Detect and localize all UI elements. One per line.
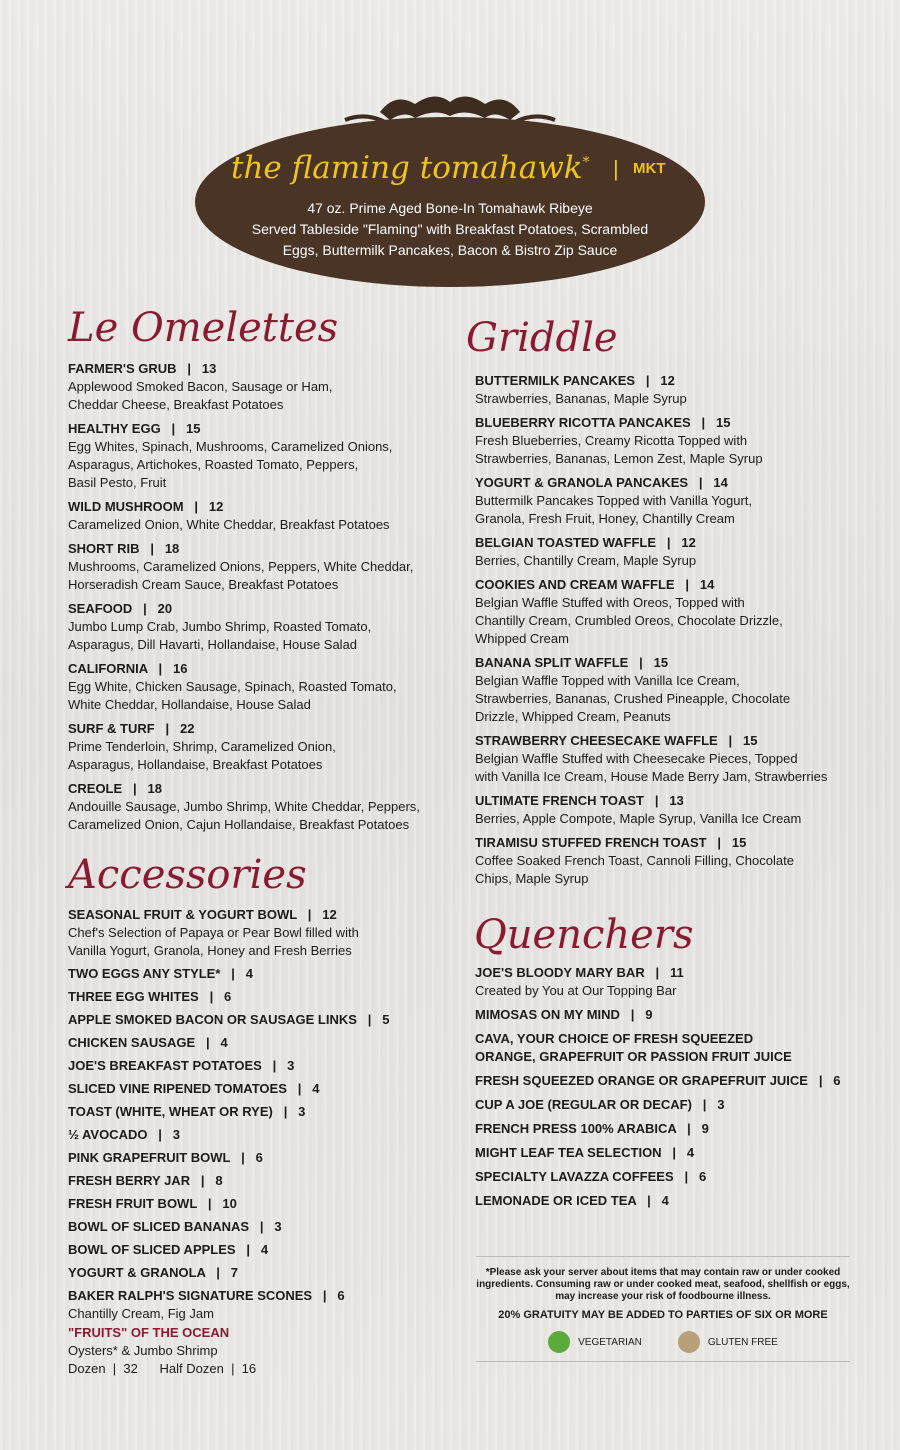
menu-item-title: YOGURT & GRANOLA [68,1265,206,1280]
menu-item-title: THREE EGG WHITES [68,989,199,1004]
menu-item [68,1011,448,1029]
menu-item-name: FRESH FRUIT BOWL | 10 [68,1196,237,1211]
menu-item-name [475,1030,855,1048]
menu-item-title: FRESH BERRY JAR [68,1173,191,1188]
menu-item-price: 3 [298,1104,306,1119]
menu-item-desc: Horseradish Cream Sauce, Breakfast Potatoes [68,577,339,592]
menu-item [68,660,448,714]
hero-price: MKT [633,160,666,177]
menu-item [475,1168,855,1186]
menu-item-title: CREOLE [68,781,123,796]
menu-item-desc: Caramelized Onion, Cajun Hollandaise, Breakfast Potatoes [68,817,410,832]
menu-item [68,360,448,414]
menu-item-price: 15 [743,733,758,748]
menu-item-title: MIMOSAS ON MY MIND [475,1007,620,1022]
hero-banner [195,92,705,292]
menu-item [475,1192,855,1210]
menu-item-price: 12 [660,373,675,388]
omelettes-list [68,360,448,840]
menu-item-desc: Vanilla Yogurt, Granola, Honey and Fresh Berries [68,943,352,958]
omelettes-title: Le Omelettes [68,305,339,351]
menu-item-price: 6 [833,1073,841,1088]
menu-item-desc: Chips, Maple Syrup [475,871,589,886]
menu-item [68,1172,448,1190]
menu-item-price: 12 [681,535,696,550]
menu-item-desc: Asparagus, Hollandaise, Breakfast Potatoes [68,757,323,772]
menu-item-title: CAVA, YOUR CHOICE OF FRESH SQUEEZED [475,1031,754,1046]
menu-item-desc: Caramelized Onion, White Cheddar, Breakfast Potatoes [68,517,390,532]
menu-item-price: 3 [172,1127,181,1142]
menu-item-price: 9 [701,1121,709,1136]
menu-item-price: 16 [173,661,188,676]
menu-item-desc: Fresh Blueberries, Creamy Ricotta Topped with [475,433,748,448]
menu-item [68,780,448,834]
menu-item-name: STRAWBERRY CHEESECAKE WAFFLE | 15 [475,733,758,748]
menu-item-name: COOKIES AND CREAM WAFFLE | 14 [475,577,715,592]
menu-item [475,654,855,726]
menu-item-price: 7 [230,1265,239,1280]
menu-item-title: SLICED VINE RIPENED TOMATOES [68,1081,287,1096]
menu-item [475,414,855,468]
menu-item-title: TOAST (WHITE, WHEAT OR RYE) [68,1104,273,1119]
gratuity-text: 20% GRATUITY MAY BE ADDED TO PARTIES OF SIX OR MORE [498,1309,828,1321]
menu-item [68,906,448,960]
notes-box [476,1256,850,1362]
menu-item-desc: Chantilly Cream, Fig Jam [68,1306,214,1321]
menu-item-price: 9 [645,1007,653,1022]
menu-item-desc: Andouille Sausage, Jumbo Shrimp, White Cheddar, Peppers, [68,799,420,814]
menu-item-title: STRAWBERRY CHEESECAKE WAFFLE [475,733,718,748]
menu-item-name: FRESH SQUEEZED ORANGE OR GRAPEFRUIT JUICE | 6 [475,1073,841,1088]
menu-item-price: 15 [731,835,747,850]
menu-item [475,1072,855,1090]
menu-item-name: SPECIALTY LAVAZZA COFFEES | 6 [475,1169,707,1184]
menu-item-title: BOWL OF SLICED APPLES [68,1242,236,1257]
menu-item-desc: Egg White, Chicken Sausage, Spinach, Roasted Tomato, [68,679,397,694]
menu-item-desc: Berries, Chantilly Cream, Maple Syrup [475,553,697,568]
menu-item-name: BELGIAN TOASTED WAFFLE | 12 [475,535,696,550]
menu-item-title: TWO EGGS ANY STYLE* [68,966,221,981]
menu-item-title: CUP A JOE (REGULAR OR DECAF) [475,1097,692,1112]
menu-item-name: ½ AVOCADO | 3 [68,1127,181,1142]
diet-legend [476,1331,850,1353]
menu-item-name: BANANA SPLIT WAFFLE | 15 [475,655,669,670]
menu-item [68,420,448,492]
menu-item-price: 4 [686,1145,695,1160]
menu-item [68,1149,448,1167]
menu-item-name: LEMONADE OR ICED TEA | 4 [475,1193,669,1208]
griddle-list [475,372,855,894]
menu-item-title: FRENCH PRESS 100% ARABICA [475,1121,677,1136]
menu-item-price: 8 [215,1173,223,1188]
menu-item-desc: White Cheddar, Hollandaise, House Salad [68,697,311,712]
menu-item-name: TIRAMISU STUFFED FRENCH TOAST | 15 [475,835,747,850]
menu-item-name: CREOLE | 18 [68,781,162,796]
menu-item-name: PINK GRAPEFRUIT BOWL | 6 [68,1150,263,1165]
menu-item-title: COOKIES AND CREAM WAFFLE [475,577,675,592]
menu-item-name: TOAST (WHITE, WHEAT OR RYE) | 3 [68,1104,306,1119]
menu-item-price: 15 [716,415,731,430]
menu-item [475,372,855,408]
menu-item-price: 18 [147,781,162,796]
menu-item [475,534,855,570]
menu-item [475,474,855,528]
menu-item-title: BELGIAN TOASTED WAFFLE [475,535,657,550]
menu-item-name: BUTTERMILK PANCAKES | 12 [475,373,675,388]
menu-item-name: WILD MUSHROOM | 12 [68,499,224,514]
menu-item-name-cont: ORANGE, GRAPEFRUIT OR PASSION FRUIT JUICE [475,1049,792,1064]
menu-item-name: THREE EGG WHITES | 6 [68,989,232,1004]
menu-item-title: CHICKEN SAUSAGE [68,1035,196,1050]
menu-item-desc: Granola, Fresh Fruit, Honey, Chantilly Cream [475,511,735,526]
menu-item-title: JOE'S BLOODY MARY BAR [475,965,645,980]
menu-item-title: CALIFORNIA [68,661,148,676]
menu-item-name: BOWL OF SLICED BANANAS | 3 [68,1219,282,1234]
menu-item [475,792,855,828]
menu-item-desc: Berries, Apple Compote, Maple Syrup, Vanilla Ice Cream [475,811,802,826]
menu-item-title: BUTTERMILK PANCAKES [475,373,636,388]
menu-item-desc: Belgian Waffle Stuffed with Cheesecake Pieces, Topped [475,751,798,766]
menu-item-name: JOE'S BREAKFAST POTATOES | 3 [68,1058,295,1073]
menu-item-price: 20 [157,601,173,616]
menu-item-price: 14 [699,577,715,592]
menu-item-title: BANANA SPLIT WAFFLE [475,655,629,670]
menu-item-title: BOWL OF SLICED BANANAS [68,1219,250,1234]
menu-item [68,1126,448,1144]
menu-item [68,1264,448,1282]
menu-item [475,1120,855,1138]
menu-item-price: 6 [337,1288,345,1303]
menu-item-desc: with Vanilla Ice Cream, House Made Berry Jam, Strawberries [475,769,828,784]
menu-item-name: SEAFOOD | 20 [68,601,173,616]
menu-item-price: 15 [653,655,669,670]
menu-item [68,1195,448,1213]
menu-item-price: 13 [201,361,217,376]
accessories-list [68,906,448,1328]
leaf-icon [548,1331,570,1353]
menu-item-desc: Strawberries, Bananas, Maple Syrup [475,391,687,406]
menu-item-price: 4 [312,1081,320,1096]
menu-item-desc: Buttermilk Pancakes Topped with Vanilla Yogurt, [475,493,753,508]
menu-item-price: 3 [274,1219,282,1234]
menu-item [68,1218,448,1236]
menu-item-name: YOGURT & GRANOLA PANCAKES | 14 [475,475,728,490]
menu-item-price: 3 [717,1097,725,1112]
menu-item-price: 4 [260,1242,269,1257]
hero-title: the flaming tomahawk* [231,150,590,186]
menu-item-title: BLUEBERRY RICOTTA PANCAKES [475,415,691,430]
menu-item [475,1144,855,1162]
menu-item-desc: Jumbo Lump Crab, Jumbo Shrimp, Roasted Tomato, [68,619,372,634]
menu-item-title: JOE'S BREAKFAST POTATOES [68,1058,262,1073]
menu-item-title: SHORT RIB [68,541,140,556]
gluten-free-legend [678,1331,778,1353]
menu-item [68,498,448,534]
menu-item-price: 3 [287,1058,295,1073]
menu-item-name: JOE'S BLOODY MARY BAR | 11 [475,965,684,980]
menu-item-name: BAKER RALPH'S SIGNATURE SCONES | 6 [68,1288,345,1303]
menu-item-desc: Asparagus, Artichokes, Roasted Tomato, Peppers, [68,457,359,472]
menu-item-name: APPLE SMOKED BACON OR SAUSAGE LINKS | 5 [68,1012,390,1027]
griddle-title: Griddle [466,315,618,361]
menu-item [475,1006,855,1024]
menu-item [68,1034,448,1052]
vegetarian-label: VEGETARIAN [578,1336,642,1348]
menu-item-title: SEAFOOD [68,601,133,616]
menu-item-price: 14 [713,475,728,490]
menu-item-price: 4 [661,1193,669,1208]
menu-item-desc: Applewood Smoked Bacon, Sausage or Ham, [68,379,333,394]
menu-item-name: CUP A JOE (REGULAR OR DECAF) | 3 [475,1097,725,1112]
menu-item-price: 4 [220,1035,228,1050]
menu-item [68,1241,448,1259]
menu-item-desc: Belgian Waffle Stuffed with Oreos, Topped with [475,595,745,610]
hero-description: 47 oz. Prime Aged Bone-In Tomahawk Ribeye Served Tableside "Flaming" with Breakfast Potatoes, Scrambled Eggs, Buttermilk Pancakes, Bacon & Bistro Zip Sauce [251,200,649,258]
menu-item-name: SHORT RIB | 18 [68,541,180,556]
menu-item-title: SPECIALTY LAVAZZA COFFEES [475,1169,674,1184]
ocean-desc: Oysters* & Jumbo Shrimp [68,1343,218,1358]
menu-item-name: BLUEBERRY RICOTTA PANCAKES | 15 [475,415,731,430]
menu-item [68,600,448,654]
wheat-icon [678,1331,700,1353]
menu-item-name: MIMOSAS ON MY MIND | 9 [475,1007,653,1022]
menu-item-price: 6 [255,1150,263,1165]
menu-item-desc: Prime Tenderloin, Shrimp, Caramelized Onion, [68,739,336,754]
menu-item-desc: Whipped Cream [475,631,569,646]
vegetarian-legend [548,1331,642,1353]
menu-item-name: SLICED VINE RIPENED TOMATOES | 4 [68,1081,320,1096]
menu-item-title: SURF & TURF [68,721,155,736]
menu-item [68,1057,448,1075]
menu-item-name: YOGURT & GRANOLA | 7 [68,1265,239,1280]
menu-item [68,540,448,594]
menu-item-desc: Created by You at Our Topping Bar [475,983,677,998]
menu-item-price: 10 [222,1196,237,1211]
menu-item [68,988,448,1006]
menu-item-title: BAKER RALPH'S SIGNATURE SCONES [68,1288,313,1303]
menu-item-title: MIGHT LEAF TEA SELECTION [475,1145,662,1160]
menu-item-name: MIGHT LEAF TEA SELECTION | 4 [475,1145,695,1160]
menu-item-price: 12 [322,907,337,922]
menu-item-name: TWO EGGS ANY STYLE* | 4 [68,966,253,981]
menu-item-desc: Basil Pesto, Fruit [68,475,167,490]
menu-item-desc: Cheddar Cheese, Breakfast Potatoes [68,397,284,412]
menu-item-title: WILD MUSHROOM [68,499,184,514]
menu-item-title: YOGURT & GRANOLA PANCAKES [475,475,689,490]
menu-item-name: FRESH BERRY JAR | 8 [68,1173,223,1188]
menu-item [475,576,855,648]
menu-item-desc: Egg Whites, Spinach, Mushrooms, Caramelized Onions, [68,439,393,454]
disclaimer-text: *Please ask your server about items that may contain raw or under cooked ingredients. Consuming raw or under cooked meat, seafood, shellfish or eggs, may increase your risk of foodbourne illness. [476,1267,850,1302]
menu-item-title: HEALTHY EGG [68,421,161,436]
menu-item-price: 11 [670,965,684,980]
menu-item-title: LEMONADE OR ICED TEA [475,1193,637,1208]
menu-item-title: TIRAMISU STUFFED FRENCH TOAST [475,835,707,850]
menu-item-price: 22 [179,721,195,736]
menu-item-price: 6 [698,1169,707,1184]
menu-item [475,834,855,888]
menu-item-desc: Strawberries, Bananas, Crushed Pineapple, Chocolate [475,691,791,706]
menu-item [68,1287,448,1323]
ocean-block [68,1324,256,1378]
accessories-title: Accessories [68,852,307,898]
menu-item-price: 18 [164,541,180,556]
menu-item-name: ULTIMATE FRENCH TOAST | 13 [475,793,684,808]
menu-item-name: BOWL OF SLICED APPLES | 4 [68,1242,269,1257]
menu-item [68,720,448,774]
menu-item [68,1080,448,1098]
menu-item-name: FRENCH PRESS 100% ARABICA | 9 [475,1121,709,1136]
menu-item-title: APPLE SMOKED BACON OR SAUSAGE LINKS [68,1012,357,1027]
menu-item [475,964,855,1000]
hero-oval-graphic [195,92,705,292]
menu-item [475,1030,855,1066]
menu-item-desc: Chantilly Cream, Crumbled Oreos, Chocolate Drizzle, [475,613,783,628]
menu-item-title: ½ AVOCADO [68,1127,148,1142]
menu-item-desc: Drizzle, Whipped Cream, Peanuts [475,709,671,724]
ocean-title: "FRUITS" OF THE OCEAN [68,1325,230,1340]
menu-item [68,965,448,983]
hero-separator: | [613,156,619,181]
menu-item-title: SEASONAL FRUIT & YOGURT BOWL [68,907,297,922]
quenchers-title: Quenchers [474,912,694,958]
menu-item-desc: Strawberries, Bananas, Lemon Zest, Maple Syrup [475,451,763,466]
menu-item-title: ULTIMATE FRENCH TOAST [475,793,644,808]
menu-item-price: 12 [208,499,224,514]
menu-item-title: FARMER'S GRUB [68,361,177,376]
menu-item-name: CHICKEN SAUSAGE | 4 [68,1035,228,1050]
menu-item [68,1103,448,1121]
menu-item-name: CALIFORNIA | 16 [68,661,188,676]
menu-item-desc: Belgian Waffle Topped with Vanilla Ice Cream, [475,673,740,688]
menu-item-name: FARMER'S GRUB | 13 [68,361,217,376]
menu-item-name: HEALTHY EGG | 15 [68,421,201,436]
menu-item-desc: Asparagus, Dill Havarti, Hollandaise, House Salad [68,637,358,652]
menu-item-desc: Mushrooms, Caramelized Onions, Peppers, White Cheddar, [68,559,414,574]
quenchers-list [475,964,855,1216]
menu-item-title: PINK GRAPEFRUIT BOWL [68,1150,231,1165]
ocean-prices: Dozen | 32 Half Dozen | 16 [68,1361,257,1376]
menu-item [475,732,855,786]
menu-item-price: 13 [669,793,684,808]
menu-item-price: 6 [224,989,232,1004]
menu-item-name: SEASONAL FRUIT & YOGURT BOWL | 12 [68,907,337,922]
menu-item-title: FRESH SQUEEZED ORANGE OR GRAPEFRUIT JUICE [475,1073,808,1088]
menu-item [475,1096,855,1114]
menu-item-price: 5 [382,1012,390,1027]
menu-item-desc: Coffee Soaked French Toast, Cannoli Filling, Chocolate [475,853,794,868]
menu-item-desc: Chef's Selection of Papaya or Pear Bowl filled with [68,925,359,940]
gluten-free-label: GLUTEN FREE [707,1336,778,1348]
menu-item-name: SURF & TURF | 22 [68,721,195,736]
menu-item-price: 15 [186,421,201,436]
menu-item-price: 4 [245,966,253,981]
menu-item-title: FRESH FRUIT BOWL [68,1196,198,1211]
